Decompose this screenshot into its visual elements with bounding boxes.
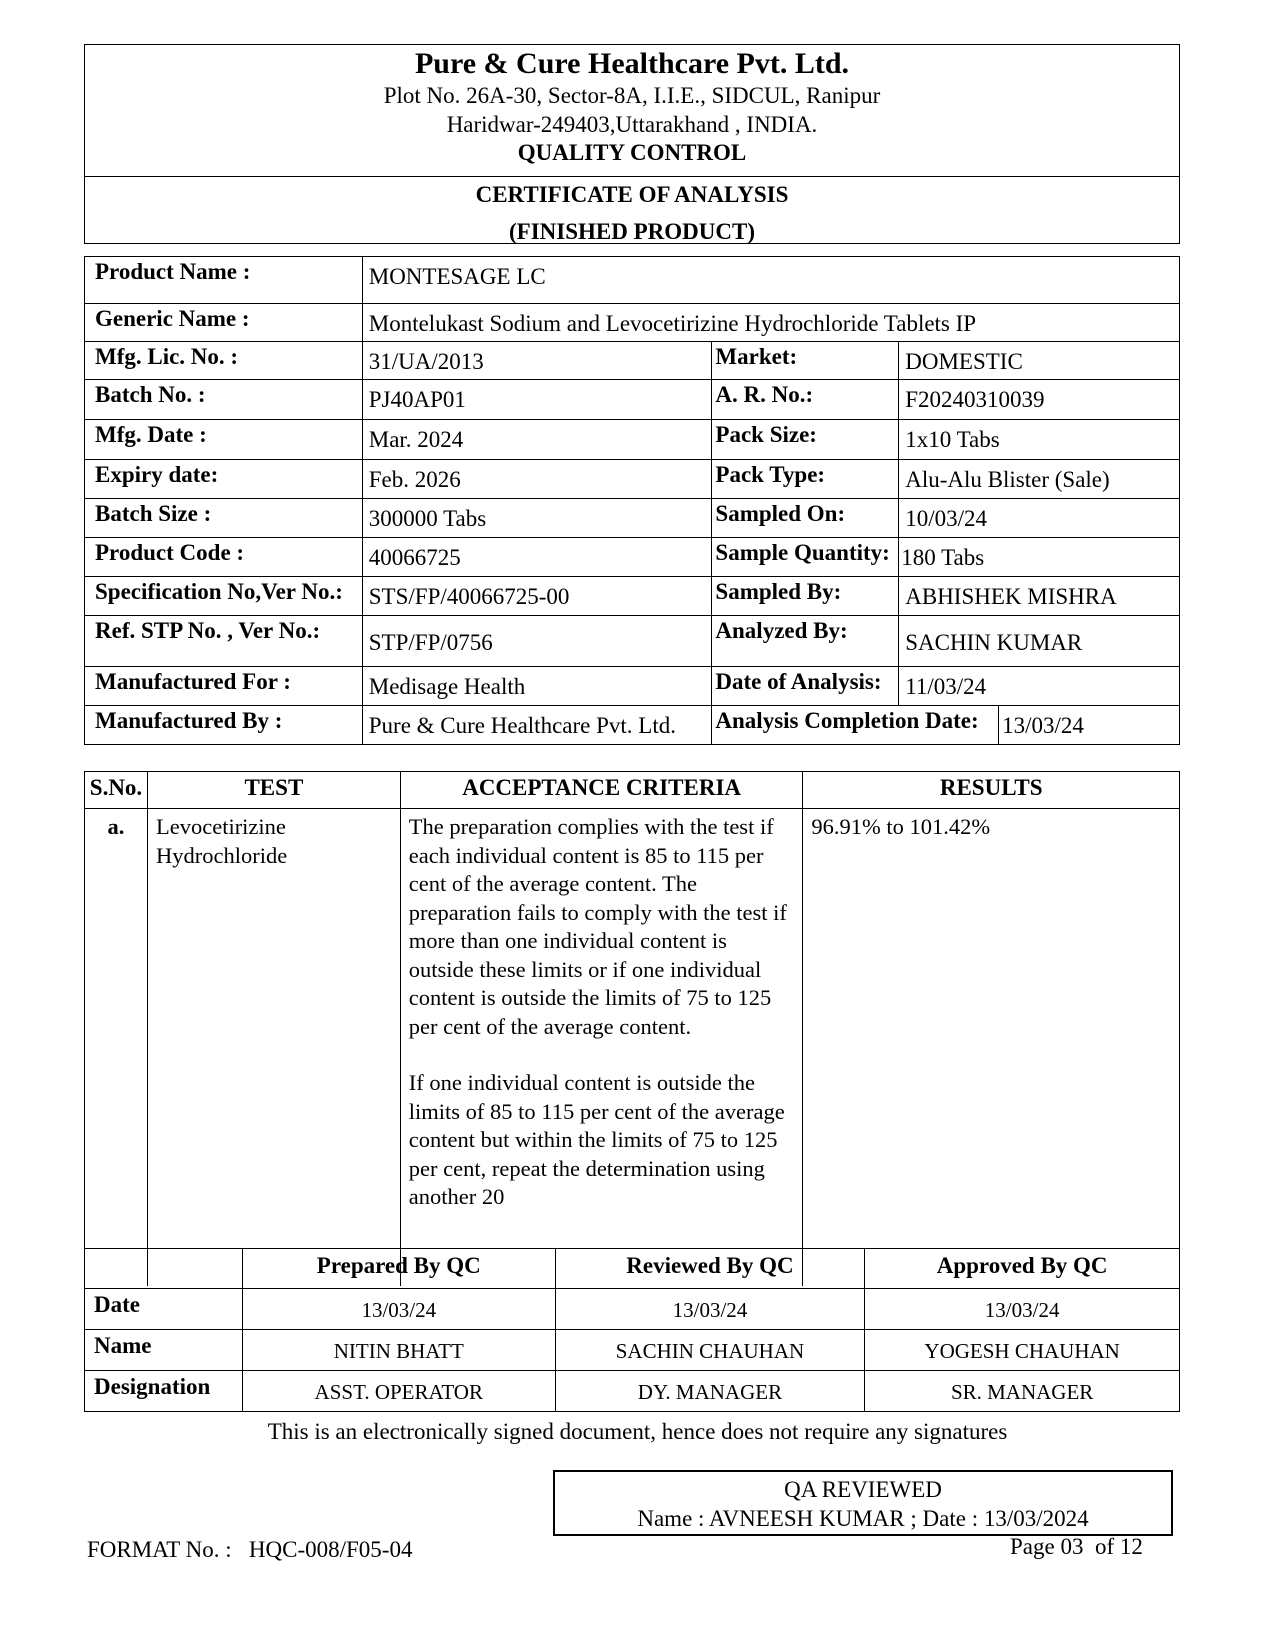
criteria-paragraph-1: The preparation complies with the test if each individual content is 85 to 115 per cent of the average content. The preparation fails to comply with the test if more than one individual content is outside these limits or if one individual content is outside the limits of 75 to 125 per cent of the average content. [408, 814, 787, 1039]
table-row [85, 380, 1180, 420]
company-address-line2: Haridwar-249403,Uttarakhand , INDIA. [446, 112, 818, 137]
company-name: Pure & Cure Healthcare Pvt. Ltd. [414, 47, 850, 80]
qa-review-title: QA REVIEWED [784, 1477, 942, 1502]
page-number: Page 03 of 12 [1010, 1534, 1143, 1559]
table-row [85, 616, 1180, 667]
column-header-test: TEST [147, 772, 400, 809]
info-label: Batch Size : [85, 499, 363, 538]
info-value: STS/FP/40066725-00 [362, 577, 712, 616]
header-divider [85, 176, 1179, 177]
column-header-reviewed: Reviewed By QC [555, 1249, 865, 1289]
test-result: 96.91% to 101.42% [803, 809, 1180, 1286]
table-row [85, 577, 1180, 616]
certificate-title: CERTIFICATE OF ANALYSIS [475, 182, 789, 207]
test-results-table [84, 771, 1180, 1286]
column-header-sno: S.No. [85, 772, 148, 809]
info-value: PJ40AP01 [362, 380, 712, 420]
info-label: Sampled On: [712, 499, 899, 538]
test-name [147, 809, 400, 1286]
completion-date-label: Analysis Completion Date: [712, 706, 999, 745]
table-header-row [85, 772, 1180, 809]
acceptance-criteria [400, 809, 803, 1286]
info-label: Expiry date: [85, 460, 363, 499]
column-header-results: RESULTS [803, 772, 1180, 809]
column-header-approved: Approved By QC [865, 1249, 1180, 1289]
reviewed-designation: DY. MANAGER [555, 1371, 865, 1412]
test-name-line2: Hydrochloride [155, 842, 288, 868]
reviewed-date: 13/03/24 [555, 1289, 865, 1330]
reviewed-name: SACHIN CHAUHAN [555, 1330, 865, 1371]
info-label: A. R. No.: [712, 380, 899, 420]
info-label: Sample Quantity: [712, 538, 899, 577]
document-header [84, 44, 1180, 244]
designation-row-label: Designation [85, 1371, 243, 1412]
table-row [85, 1289, 1180, 1330]
certificate-subtitle: (FINISHED PRODUCT) [509, 219, 755, 244]
product-info-table [84, 256, 1180, 745]
table-row [85, 342, 1180, 380]
prepared-date: 13/03/24 [242, 1289, 555, 1330]
generic-name-value: Montelukast Sodium and Levocetirizine Hydrochloride Tablets IP [362, 304, 1179, 342]
table-row [85, 304, 1180, 342]
info-value: 40066725 [362, 538, 712, 577]
completion-date-value: 13/03/24 [999, 706, 1180, 745]
info-label: Batch No. : [85, 380, 363, 420]
test-sno: a. [85, 809, 148, 1286]
format-number: FORMAT No. : HQC-008/F05-04 [87, 1537, 413, 1562]
info-label: Manufactured For : [85, 667, 363, 706]
date-row-label: Date [85, 1289, 243, 1330]
generic-name-label: Generic Name : [85, 304, 363, 342]
info-label: Mfg. Date : [85, 420, 363, 460]
info-value: DOMESTIC [899, 342, 1180, 380]
approved-name: YOGESH CHAUHAN [865, 1330, 1180, 1371]
approval-table [84, 1248, 1180, 1412]
column-header-criteria: ACCEPTANCE CRITERIA [400, 772, 803, 809]
info-value: 300000 Tabs [362, 499, 712, 538]
info-value: F20240310039 [899, 380, 1180, 420]
manufactured-by-value: Pure & Cure Healthcare Pvt. Ltd. [362, 706, 712, 745]
info-label: Pack Type: [712, 460, 899, 499]
info-value: STP/FP/0756 [362, 616, 712, 667]
approval-corner-cell [85, 1249, 243, 1289]
qa-review-box [553, 1470, 1173, 1536]
prepared-designation: ASST. OPERATOR [242, 1371, 555, 1412]
info-label: Sampled By: [712, 577, 899, 616]
info-value: Alu-Alu Blister (Sale) [899, 460, 1180, 499]
table-row [85, 420, 1180, 460]
name-row-label: Name [85, 1330, 243, 1371]
table-row [85, 1371, 1180, 1412]
product-name-label: Product Name : [85, 257, 363, 304]
info-label: Analyzed By: [712, 616, 899, 667]
company-address-line1: Plot No. 26A-30, Sector-8A, I.I.E., SIDCUL, Ranipur [383, 83, 881, 108]
approved-date: 13/03/24 [865, 1289, 1180, 1330]
prepared-name: NITIN BHATT [242, 1330, 555, 1371]
info-value: Mar. 2024 [362, 420, 712, 460]
info-label: Mfg. Lic. No. : [85, 342, 363, 380]
info-value: 1x10 Tabs [899, 420, 1180, 460]
info-label: Pack Size: [712, 420, 899, 460]
info-value: Feb. 2026 [362, 460, 712, 499]
table-row [85, 809, 1180, 1286]
test-name-line1: Levocetirizine [155, 814, 286, 839]
info-value: 10/03/24 [899, 499, 1180, 538]
criteria-paragraph-2: If one individual content is outside the limits of 85 to 115 per cent of the average content but within the limits of 75 to 125 per cent, repeat the determination using another 20 [408, 1070, 785, 1209]
info-label: Product Code : [85, 538, 363, 577]
approved-designation: SR. MANAGER [865, 1371, 1180, 1412]
column-header-prepared: Prepared By QC [242, 1249, 555, 1289]
manufactured-by-label: Manufactured By : [85, 706, 363, 745]
info-value: 31/UA/2013 [362, 342, 712, 380]
info-value: 180 Tabs [899, 538, 1180, 577]
table-row [85, 538, 1180, 577]
table-row [85, 1330, 1180, 1371]
info-label: Ref. STP No. , Ver No.: [85, 616, 363, 667]
table-header-row [85, 1249, 1180, 1289]
table-row [85, 667, 1180, 706]
esign-note: This is an electronically signed document, hence does not require any signatures [267, 1419, 1008, 1444]
info-value: ABHISHEK MISHRA [899, 577, 1180, 616]
table-row [85, 499, 1180, 538]
table-row [85, 257, 1180, 304]
info-value: Medisage Health [362, 667, 712, 706]
product-name-value: MONTESAGE LC [362, 257, 1179, 304]
qa-review-details: Name : AVNEESH KUMAR ; Date : 13/03/2024 [637, 1506, 1089, 1531]
info-label: Specification No,Ver No.: [85, 577, 363, 616]
info-label: Date of Analysis: [712, 667, 899, 706]
info-value: SACHIN KUMAR [899, 616, 1180, 667]
table-row [85, 706, 1180, 745]
department-title: QUALITY CONTROL [517, 140, 747, 165]
info-label: Market: [712, 342, 899, 380]
table-row [85, 460, 1180, 499]
info-value: 11/03/24 [899, 667, 1180, 706]
